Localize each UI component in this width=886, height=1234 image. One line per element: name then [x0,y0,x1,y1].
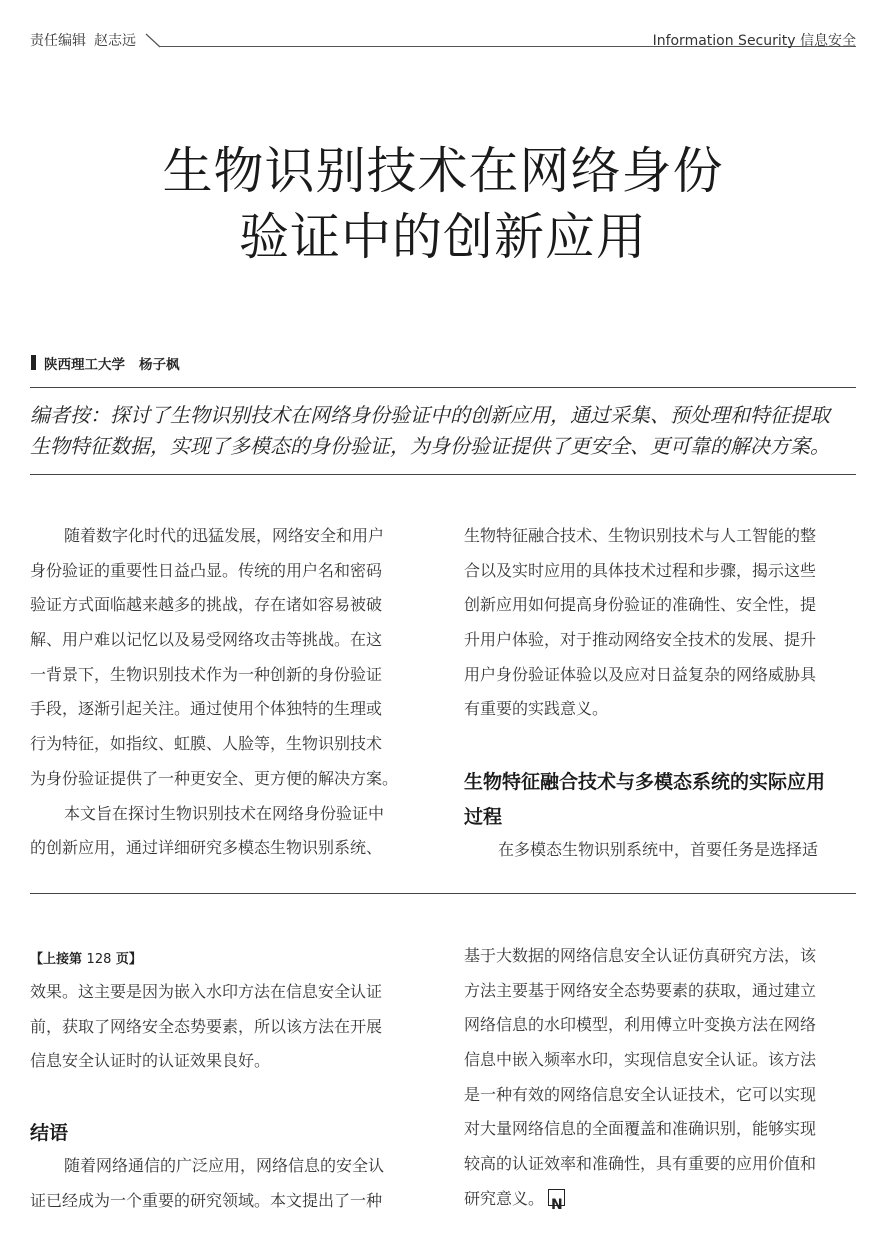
author-marker [31,355,36,370]
author-affiliation: 陕西理工大学 [44,357,125,373]
paragraph-line [464,1182,858,1217]
paragraph-line: 本文旨在探讨生物识别技术在网络身份验证中 [64,803,385,823]
paragraph-line: 是一种有效的网络信息安全认证技术，它可以实现 [464,1084,817,1104]
paragraph-line: 身份验证的重要性日益凸显。传统的用户名和密码 [30,560,383,580]
paragraph-line: 用户身份验证体验以及应对日益复杂的网络威胁具 [464,664,817,684]
paragraph-line: 为身份验证提供了一种更安全、更方便的解决方案。 [30,768,399,788]
section-heading-line: 生物特征融合技术与多模态系统的实际应用 [464,771,826,793]
paragraph-line: 较高的认证效率和准确性，具有重要的应用价值和 [464,1154,817,1174]
continuation-right-column [464,939,858,1217]
section-heading-line: 过程 [464,806,503,828]
paragraph-line: 对大量网络信息的全面覆盖和准确识别，能够实现 [464,1119,817,1139]
paragraph-line: 验证方式面临越来越多的挑战，存在诸如容易被破 [30,595,383,615]
editor-note-line: 生物特征数据，实现了多模态的身份验证，为身份验证提供了更安全、更可靠的解决方案。 [30,434,830,458]
continued-page-number: 128 [86,952,112,967]
continuation-left-column [30,975,424,1079]
paragraph-line: 前，获取了网络安全态势要素，所以该方法在开展 [30,1016,383,1036]
continued-label-start: 【上接第 [30,952,83,967]
magazine-logo-icon [548,1189,565,1206]
paragraph-line: 一背景下，生物识别技术作为一种创新的身份验证 [30,664,383,684]
title-line: 验证中的创新应用 [239,208,647,266]
editor-note [30,400,856,462]
paragraph-line: 证已经成为一个重要的研究领域。本文提出了一种 [30,1190,383,1210]
paragraph-line: 在多模态生物识别系统中，首要任务是选择适 [498,840,819,859]
article-title [0,138,886,270]
author-byline [44,353,180,373]
paragraph-line: 的创新应用，通过详细研究多模态生物识别系统、 [30,838,383,858]
continued-label-end: 页】 [115,952,142,967]
paragraph-line: 信息中嵌入频率水印，实现信息安全认证。该方法 [464,1050,817,1070]
conclusion-heading: 结语 [30,1122,69,1144]
section-paragraph [464,833,858,868]
paragraph-line: 解、用户难以记忆以及易受网络攻击等挑战。在这 [30,630,383,650]
editor-note-line: 编者按：探讨了生物识别技术在网络身份验证中的创新应用，通过采集、预处理和特征提取 [30,403,830,427]
continued-from-label [30,948,142,967]
paragraph-line: 合以及实时应用的具体技术过程和步骤，揭示这些 [464,560,817,580]
paragraph-line: 有重要的实践意义。 [464,699,609,719]
article-divider-rule [30,893,856,894]
paragraph-line: 行为特征，如指纹、虹膜、人脸等，生物识别技术 [30,734,383,754]
paragraph-line: 随着数字化时代的迅猛发展，网络安全和用户 [64,526,385,545]
paragraph-line: 网络信息的水印模型，利用傅立叶变换方法在网络 [464,1015,817,1035]
note-top-rule [30,387,856,388]
conclusion-paragraph [30,1149,424,1218]
paragraph-line: 手段，逐渐引起关注。通过使用个体独特的生理或 [30,699,383,719]
running-header-editor [30,30,136,50]
editor-name: 赵志远 [94,33,136,49]
final-line-text: 研究意义。 [464,1188,545,1208]
article-left-column [30,519,424,866]
running-header-section: Information Security 信息安全 [652,33,856,49]
paragraph-line: 基于大数据的网络信息安全认证仿真研究方法，该 [464,946,817,965]
paragraph-line: 生物特征融合技术、生物识别技术与人工智能的整 [464,526,817,545]
paragraph-line: 创新应用如何提高身份验证的准确性、安全性，提 [464,595,817,615]
paragraph-line: 效果。这主要是因为嵌入水印方法在信息安全认证 [30,982,383,1001]
paragraph-line: 信息安全认证时的认证效果良好。 [30,1051,271,1071]
paragraph-line: 方法主要基于网络安全态势要素的获取，通过建立 [464,980,817,1000]
note-bottom-rule [30,474,856,475]
author-name: 杨子枫 [139,357,180,373]
paragraph-line: 随着网络通信的广泛应用，网络信息的安全认 [64,1156,385,1175]
paragraph-line: 升用户体验，对于推动网络安全技术的发展、提升 [464,630,817,650]
article-right-column [464,519,858,727]
section-heading [464,765,825,835]
editor-label: 责任编辑 [30,33,86,49]
title-line: 生物识别技术在网络身份 [162,142,724,200]
header-slash-decoration [144,32,162,50]
